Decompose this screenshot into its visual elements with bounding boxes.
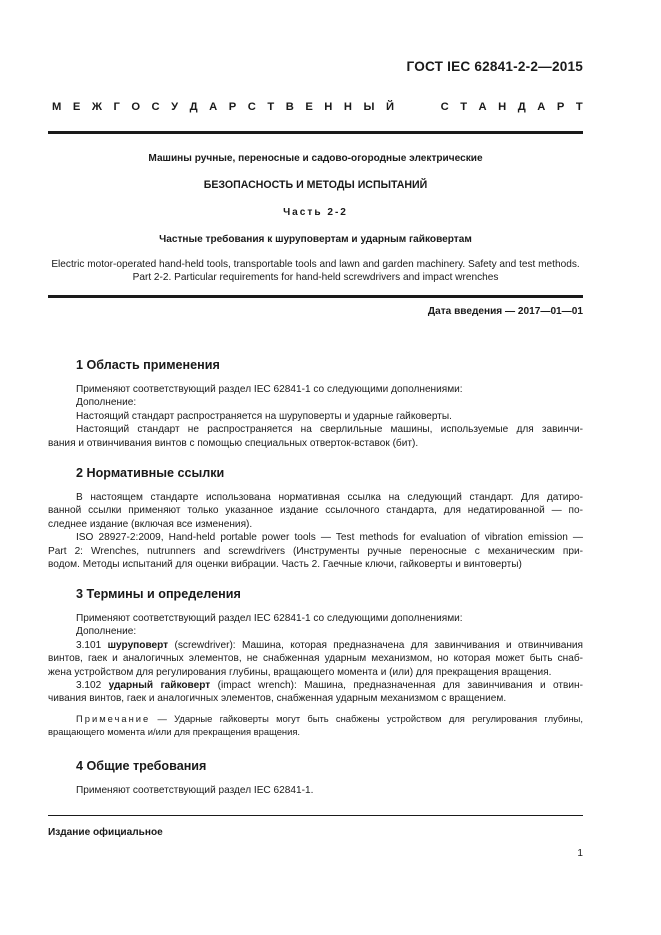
section-3-line: винтов, гаек и аналогичных элементов, не снабженная ударным механизмом, но которая может быть снаб-: [48, 653, 583, 665]
term-number: 3.102: [76, 680, 102, 692]
section-3-heading: 3 Термины и определения: [76, 587, 241, 601]
interstate-letter: А: [209, 101, 218, 113]
section-1-line: Применяют соответствующий раздел IEC 62841-1 со следующими дополнениями:: [76, 384, 463, 395]
header-divider: [48, 131, 583, 134]
interstate-letter: [406, 101, 412, 114]
interstate-letter: Н: [324, 101, 333, 113]
english-title-line-1: Electric motor-operated hand-held tools, transportable tools and lawn and garden machinery. Safety and test methods.: [51, 259, 580, 270]
section-1-heading: 1 Область применения: [76, 358, 220, 372]
section-3-line: Дополнение:: [76, 626, 137, 638]
term-name: шуруповерт: [107, 639, 169, 651]
section-3-line: чивания винтов, гаек и аналогичных элементов, снабженная ударным механизмом с вращением.: [48, 693, 507, 705]
section-3-note: [48, 712, 583, 739]
interstate-letter: С: [247, 101, 256, 113]
note-line: [48, 712, 583, 725]
section-4-body: [48, 784, 583, 797]
interstate-standard-heading: [52, 101, 583, 114]
term-number: 3.101: [76, 639, 102, 651]
section-4-heading: 4 Общие требования: [76, 759, 207, 773]
section-2-heading: 2 Нормативные ссылки: [76, 466, 225, 480]
interstate-letter: М: [52, 101, 62, 113]
interstate-letter: Д: [189, 101, 198, 113]
section-2-body: [48, 491, 583, 571]
intro-date: Дата введения — 2017—01—01: [427, 306, 583, 317]
note-text: — Ударные гайковерты могут быть снабжены устройством для регулирования глубины,: [157, 713, 584, 724]
title-part: Часть 2-2: [283, 207, 348, 218]
page-number: 1: [577, 848, 583, 859]
term-name: ударный гайковерт: [108, 680, 211, 692]
interstate-letter: Д: [517, 101, 526, 113]
interstate-letter: А: [537, 101, 546, 113]
title-safety: БЕЗОПАСНОСТЬ И МЕТОДЫ ИСПЫТАНИЙ: [203, 179, 428, 191]
section-3-line: жена устройством для регулирования глубины, вращающего момента и (или) для прекращения вращения.: [48, 666, 552, 678]
title-line-3: Частные требования к шуруповертам и ударным гайковертам: [159, 234, 472, 245]
interstate-letter: Н: [343, 101, 352, 113]
english-title-line-2: Part 2-2. Particular requirements for hand-held screwdrivers and impact wrenches: [132, 272, 499, 283]
interstate-letter: С: [440, 101, 449, 113]
note-label: Примечание: [76, 713, 151, 724]
interstate-letter: О: [131, 101, 141, 113]
standard-number: ГОСТ IEC 62841-2-2—2015: [406, 59, 583, 74]
interstate-letter: У: [171, 101, 179, 113]
footer-divider: [48, 815, 583, 816]
interstate-letter: С: [151, 101, 160, 113]
interstate-letter: Ы: [363, 101, 375, 113]
section-2-line: В настоящем стандарте использована нормативная ссылка на следующий стандарт. Для датиро-: [76, 492, 583, 503]
title-line-1: Машины ручные, переносные и садово-огородные электрические: [148, 153, 483, 164]
interstate-letter: В: [285, 101, 294, 113]
section-2-line: ванной ссылки применяют только указанное издание ссылочного стандарта, для недатированной — по-: [48, 505, 583, 517]
interstate-letter: Р: [556, 101, 565, 113]
term-definition: (screwdriver): Машина, которая предназначена для завинчивания и отвинчивания: [174, 639, 583, 651]
section-4-line: Применяют соответствующий раздел IEC 62841-1.: [76, 785, 314, 796]
section-1-line: вания и отвинчивания винтов с помощью специальных отверток-вставок (бит).: [48, 437, 419, 449]
interstate-letter: Н: [498, 101, 507, 113]
interstate-letter: Е: [305, 101, 313, 113]
interstate-letter: Т: [460, 101, 468, 113]
term-definition: (impact wrench): Машина, предназначенная для завинчивания и отвин-: [217, 680, 583, 692]
section-2-line: ISO 28927-2:2009, Hand-held portable power tools — Test methods for evaluation of vibration emission —: [76, 532, 583, 544]
section-1-line: Настоящий стандарт распространяется на шуруповерты и ударные гайковерты.: [76, 410, 452, 422]
interstate-letter: Т: [575, 101, 583, 113]
interstate-letter: Й: [385, 101, 395, 113]
interstate-letter: А: [478, 101, 487, 113]
interstate-letter: Т: [267, 101, 275, 113]
section-3-body: [48, 612, 583, 706]
title-divider: [48, 295, 583, 298]
section-3-line: Применяют соответствующий раздел IEC 62841-1 со следующими дополнениями:: [76, 613, 463, 624]
official-edition-label: Издание официальное: [48, 827, 163, 838]
note-line: вращающего момента и/или для прекращения вращения.: [48, 726, 301, 738]
interstate-letter: [423, 101, 429, 114]
section-1-body: [48, 383, 583, 450]
interstate-letter: Е: [72, 101, 81, 113]
interstate-letter: Р: [228, 101, 237, 113]
term-3-102: [48, 679, 583, 692]
section-1-line: Дополнение:: [76, 397, 137, 409]
section-2-line: Part 2: Wrenches, nutrunners and screwdrivers (Инструменты ручные переносные с механическим при-: [48, 545, 583, 557]
section-1-line: Настоящий стандарт не распространяется на сверлильные машины, используемые для завинчи-: [76, 424, 583, 436]
interstate-letter: Г: [113, 101, 120, 113]
section-2-line: водом. Методы испытаний для оценки вибрации. Часть 2. Гаечные ключи, гайковерты и винтоверты): [48, 559, 522, 571]
interstate-letter: Ж: [91, 101, 102, 113]
term-3-101: [48, 639, 583, 652]
section-2-line: следнее издание (включая все изменения).: [48, 518, 253, 530]
